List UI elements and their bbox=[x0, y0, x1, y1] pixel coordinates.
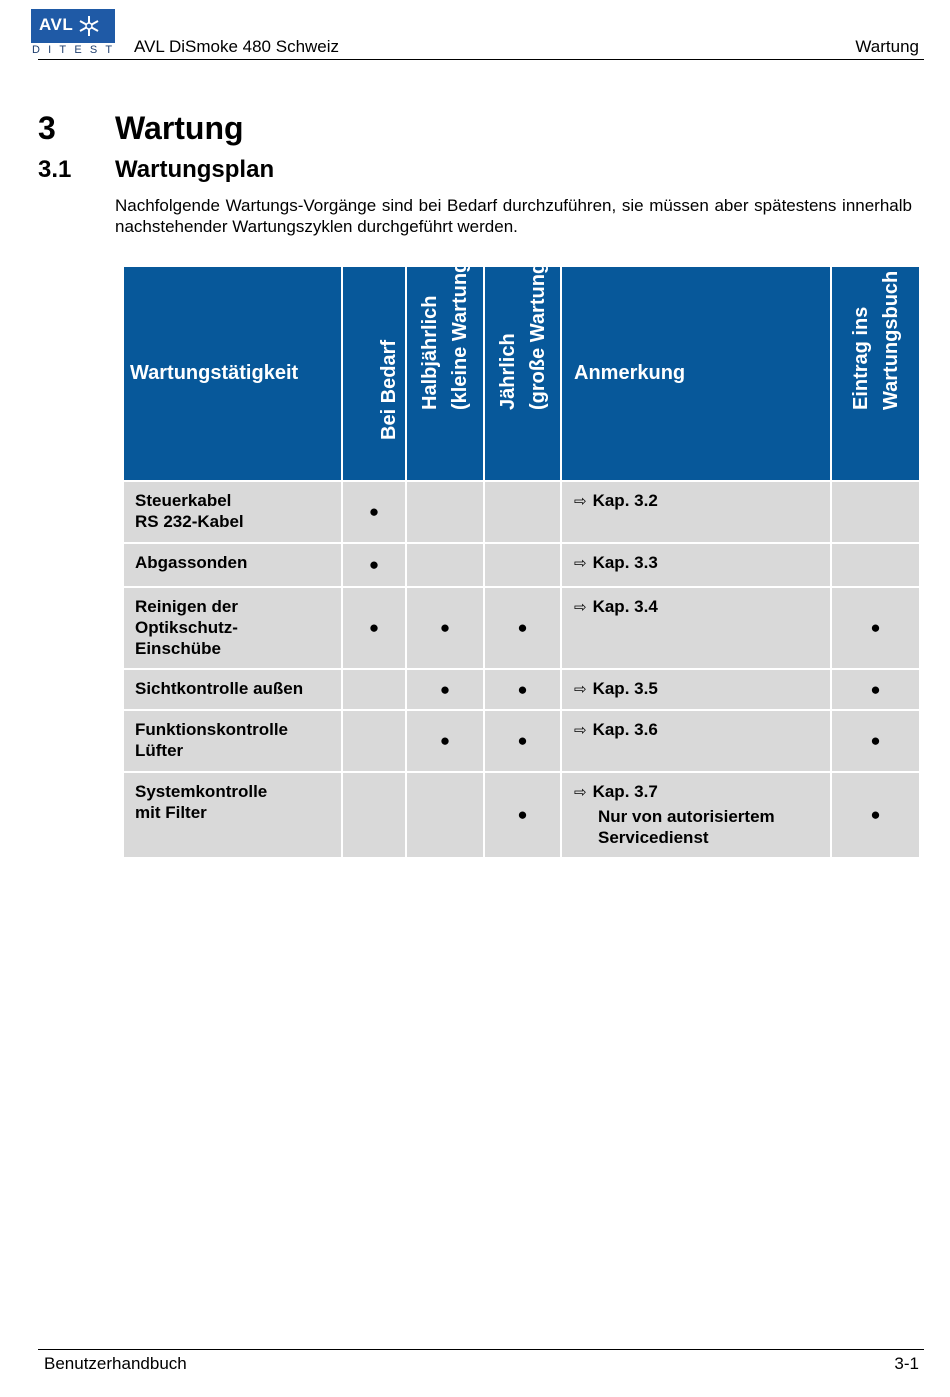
section-number: 3.1 bbox=[38, 156, 72, 183]
task-line: Einschübe bbox=[135, 639, 221, 658]
note-reference[interactable] bbox=[574, 490, 820, 512]
task-line: Abgassonden bbox=[135, 553, 248, 572]
task-line: Systemkontrolle bbox=[135, 782, 268, 801]
note-cell bbox=[561, 587, 831, 669]
task-cell bbox=[123, 481, 342, 543]
header-note: Anmerkung bbox=[561, 266, 831, 481]
page-number: 3-1 bbox=[894, 1354, 919, 1373]
half-yearly-cell: ● bbox=[406, 710, 484, 772]
half-yearly-cell bbox=[406, 772, 484, 858]
on-demand-cell bbox=[342, 772, 406, 858]
intro-paragraph: Nachfolgende Wartungs-Vorgänge sind bei Bedarf durchzuführen, sie müssen aber spätestens innerhalb nachstehender Wartungszyklen durchgeführt werden. bbox=[115, 196, 912, 236]
half-yearly-cell bbox=[406, 543, 484, 587]
logbook-cell: ● bbox=[831, 772, 920, 858]
note-reference[interactable] bbox=[574, 678, 820, 700]
note-extra-line: Nur von autorisiertem bbox=[598, 807, 775, 826]
task-cell bbox=[123, 710, 342, 772]
chapter-reference: Kap. 3.6 bbox=[592, 720, 658, 739]
header-task: Wartungstätigkeit bbox=[123, 266, 342, 481]
table-row bbox=[123, 543, 920, 587]
note-cell bbox=[561, 772, 831, 858]
chapter-reference: Kap. 3.3 bbox=[592, 553, 658, 572]
chapter-reference: Kap. 3.5 bbox=[592, 679, 658, 698]
table-header-row bbox=[123, 266, 920, 481]
yearly-cell bbox=[484, 543, 561, 587]
arrow-right-icon: ⇨ bbox=[574, 722, 587, 739]
task-line: Steuerkabel bbox=[135, 491, 232, 510]
note-extra-line: Servicedienst bbox=[598, 828, 709, 847]
chapter-reference: Kap. 3.4 bbox=[592, 597, 658, 616]
chapter-title: Wartung bbox=[115, 110, 244, 146]
note-reference[interactable] bbox=[574, 596, 820, 618]
header-yearly-line1: Jährlich bbox=[496, 333, 519, 410]
task-line: Sichtkontrolle außen bbox=[135, 679, 304, 698]
note-reference[interactable] bbox=[574, 781, 820, 803]
footer-rule bbox=[38, 1349, 924, 1350]
yearly-cell bbox=[484, 481, 561, 543]
on-demand-cell: ● bbox=[342, 587, 406, 669]
arrow-right-icon: ⇨ bbox=[574, 784, 587, 801]
task-line: Lüfter bbox=[135, 741, 184, 760]
document-title: AVL DiSmoke 480 Schweiz bbox=[134, 37, 340, 56]
task-cell bbox=[123, 669, 342, 710]
half-yearly-cell bbox=[406, 481, 484, 543]
yearly-cell: ● bbox=[484, 772, 561, 858]
task-cell bbox=[123, 772, 342, 858]
yearly-cell: ● bbox=[484, 669, 561, 710]
on-demand-cell: ● bbox=[342, 543, 406, 587]
table-row bbox=[123, 669, 920, 710]
note-cell bbox=[561, 543, 831, 587]
maintenance-table bbox=[122, 254, 919, 859]
table-row bbox=[123, 481, 920, 543]
arrow-right-icon: ⇨ bbox=[574, 681, 587, 698]
table-row bbox=[123, 710, 920, 772]
chapter-reference: Kap. 3.7 bbox=[592, 782, 658, 801]
avl-logo bbox=[31, 9, 121, 56]
on-demand-cell bbox=[342, 669, 406, 710]
header-half-yearly bbox=[406, 254, 484, 481]
task-line: Optikschutz- bbox=[135, 618, 238, 637]
arrow-right-icon: ⇨ bbox=[574, 599, 587, 616]
header-on-demand-label: Bei Bedarf bbox=[378, 339, 400, 440]
header-yearly-line2: (große Wartung) bbox=[526, 255, 549, 410]
yearly-cell: ● bbox=[484, 710, 561, 772]
task-cell bbox=[123, 543, 342, 587]
header-logbook-line2: Wartungsbuch bbox=[879, 270, 902, 410]
yearly-cell: ● bbox=[484, 587, 561, 669]
task-line: RS 232-Kabel bbox=[135, 512, 244, 531]
note-reference[interactable] bbox=[574, 719, 820, 741]
task-line: mit Filter bbox=[135, 803, 207, 822]
header-rule bbox=[38, 59, 924, 60]
header-logbook-line1: Eintrag ins bbox=[849, 306, 872, 410]
logbook-cell bbox=[831, 481, 920, 543]
table-row bbox=[123, 587, 920, 669]
note-cell bbox=[561, 710, 831, 772]
section-title: Wartungsplan bbox=[115, 156, 275, 183]
logo-subtitle: DITEST bbox=[32, 44, 121, 56]
note-reference[interactable] bbox=[574, 552, 820, 574]
note-extra bbox=[574, 806, 820, 848]
logo-box bbox=[31, 9, 115, 43]
logo-text: AVL bbox=[39, 15, 74, 34]
logbook-cell bbox=[831, 543, 920, 587]
table-row bbox=[123, 772, 920, 858]
note-cell bbox=[561, 669, 831, 710]
snowflake-icon bbox=[77, 14, 101, 38]
logbook-cell: ● bbox=[831, 710, 920, 772]
logbook-cell: ● bbox=[831, 669, 920, 710]
header-half-yearly-line1: Halbjährlich bbox=[419, 295, 441, 410]
note-cell bbox=[561, 481, 831, 543]
on-demand-cell: ● bbox=[342, 481, 406, 543]
logbook-cell: ● bbox=[831, 587, 920, 669]
task-cell bbox=[123, 587, 342, 669]
task-line: Funktionskontrolle bbox=[135, 720, 288, 739]
arrow-right-icon: ⇨ bbox=[574, 555, 587, 572]
header-logbook bbox=[831, 266, 920, 481]
header-half-yearly-line2: (kleine Wartung) bbox=[449, 254, 471, 410]
chapter-number: 3 bbox=[38, 110, 56, 146]
header-section: Wartung bbox=[855, 37, 919, 56]
footer-doc-type: Benutzerhandbuch bbox=[44, 1354, 187, 1373]
half-yearly-cell: ● bbox=[406, 669, 484, 710]
half-yearly-cell: ● bbox=[406, 587, 484, 669]
header-yearly bbox=[484, 255, 561, 481]
chapter-reference: Kap. 3.2 bbox=[592, 491, 658, 510]
arrow-right-icon: ⇨ bbox=[574, 493, 587, 510]
header-on-demand bbox=[342, 266, 406, 481]
task-line: Reinigen der bbox=[135, 597, 238, 616]
on-demand-cell bbox=[342, 710, 406, 772]
